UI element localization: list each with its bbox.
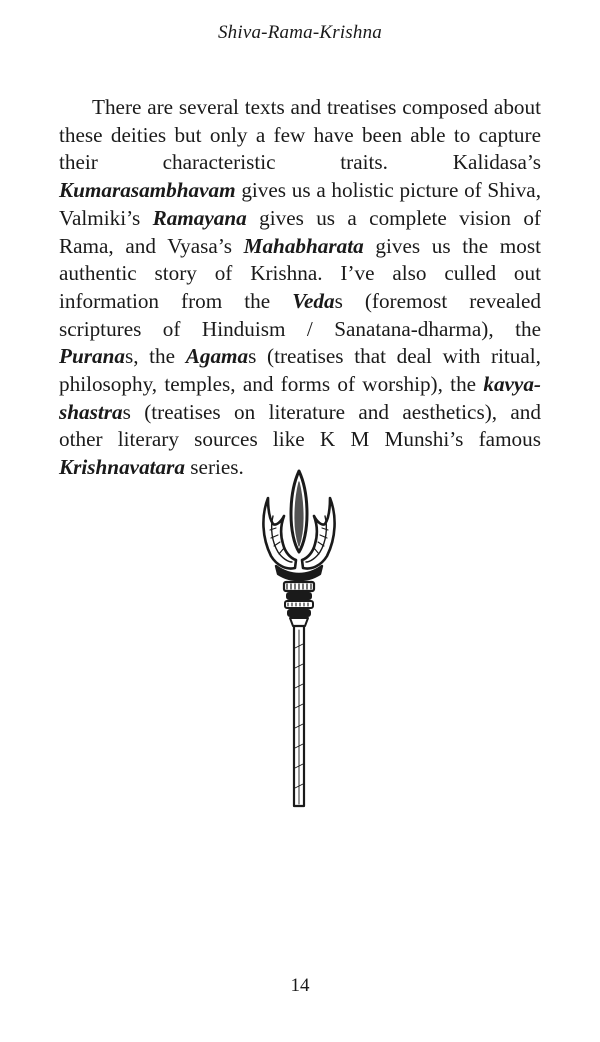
text-run: gives us the most authentic story of Krishna. I’ve also culled out information from the [59,233,542,313]
text-run: s, the [124,344,186,369]
term-purana: Purana [59,344,125,369]
trishula-trident-icon [254,468,344,813]
work-title-ramayana: Ramayana [152,205,247,230]
body-paragraph [59,94,541,482]
text-run: series. [185,455,244,480]
text-run: s (treatises on literature and aesthetics), and other literary sources like K M Munshi’s famous [59,399,541,452]
work-title-kumarasambhavam: Kumarasambhavam [59,178,236,203]
work-title-krishnavatara: Krishnavatara [59,455,185,480]
text-run: gives us a holistic picture of Shiva, Valmiki’s [59,178,541,230]
text-run: s (foremost revealed scriptures of Hinduism / Sanatana-dharma), the [59,288,541,341]
term-agama: Agama [185,344,249,369]
text-run: s (treatises that deal with ritual, philosophy, temples, and forms of worship), the [59,344,541,397]
page-number: 14 [290,975,310,996]
work-title-mahabharata: Mahabharata [243,233,364,258]
term-kavya-shastra: kavya-shastra [59,372,541,424]
term-veda: Veda [292,288,335,313]
text-run: There are several texts and treatises composed about these deities but only a few have been able to capture their characteristic traits. Kalidasa’s [59,95,541,175]
running-head-title: Shiva-Rama-Krishna [217,22,383,43]
text-run: gives us a complete vision of Rama, and Vyasa’s [59,205,541,258]
